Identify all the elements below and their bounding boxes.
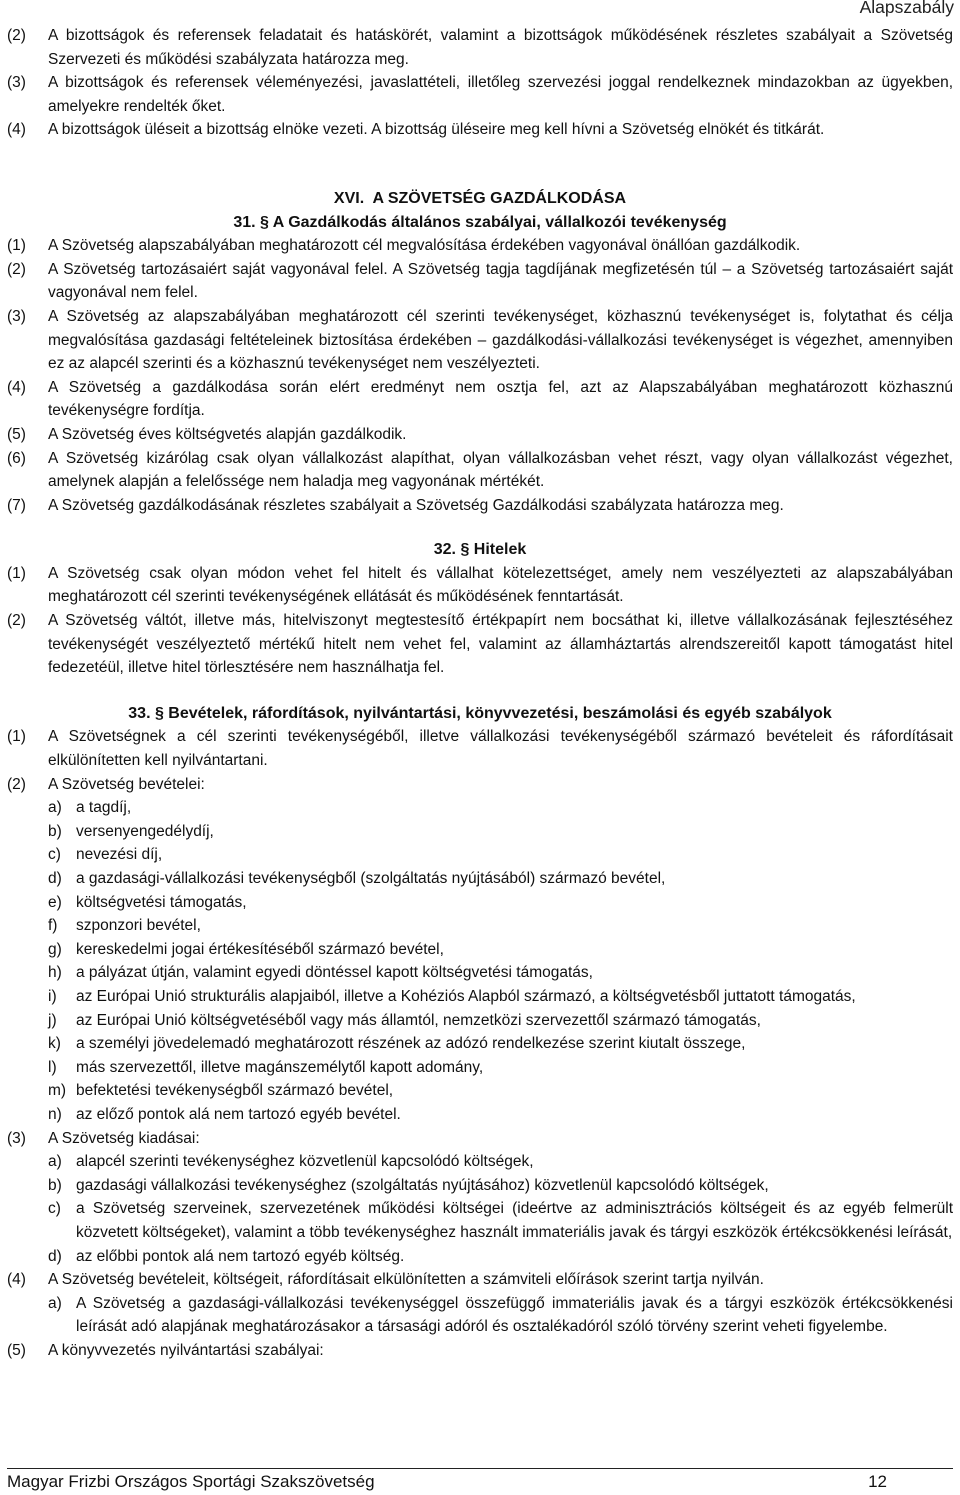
item-text: a gazdasági-vállalkozási tevékenységből (szolgáltatás nyújtásából) származó bevétel,	[76, 870, 666, 887]
item-letter: j)	[48, 1011, 57, 1029]
paragraph-number: (1)	[7, 728, 26, 746]
list-item	[7, 820, 953, 844]
list-item	[7, 796, 953, 820]
s32-paragraph-1	[7, 562, 953, 609]
item-letter: a)	[48, 1153, 62, 1171]
list-item	[7, 1103, 953, 1127]
section-33-title: 33. § Bevételek, ráfordítások, nyilvántartási, könyvvezetési, beszámolási és egyéb szabályok	[128, 704, 832, 722]
item-text: gazdasági vállalkozási tevékenységhez (szolgáltatás nyújtásához) közvetlenül kapcsolódó költségek,	[76, 1176, 769, 1194]
item-letter: g)	[48, 940, 62, 958]
s31-paragraph-6	[7, 447, 953, 494]
paragraph-text: A Szövetség tartozásaiért saját vagyonával felel. A Szövetség tagja tagdíjának megfizetésén túl – a Szövetség tartozásaiért saját vagyonával nem felel.	[48, 260, 953, 302]
paragraph-number: (3)	[7, 74, 26, 92]
paragraph-number: (1)	[7, 237, 26, 255]
paragraph-text: A Szövetség bevételeit, költségeit, ráfordításait elkülönítetten a számviteli előírások szerint tartja nyilván.	[48, 1271, 764, 1289]
list-item	[7, 1150, 953, 1174]
list-item	[7, 961, 953, 985]
paragraph-number: (4)	[7, 1271, 26, 1289]
s31-paragraph-4	[7, 376, 953, 423]
item-text: költségvetési támogatás,	[76, 893, 247, 911]
list-item	[7, 1174, 953, 1198]
paragraph-number: (6)	[7, 449, 26, 467]
s33-paragraph-1	[7, 725, 953, 772]
paragraph-text: A bizottságok és referensek feladatait és hatáskörét, valamint a bizottságok működésének részletes szabályait a Szövetség Szervezeti és működési szabályzata határozza meg.	[48, 27, 953, 68]
item-letter: k)	[48, 1035, 61, 1053]
item-text: a pályázat útján, valamint egyedi döntéssel kapott költségvetési támogatás,	[76, 964, 593, 982]
page-footer	[7, 1468, 953, 1495]
item-text: A Szövetség a gazdasági-vállalkozási tevékenységgel összefüggő immateriális javak és a tárgyi eszközök értékcsökkenési leírását adó alapjának meghatározásakor a társasági adóról és osztalékadóról szóló törvény szerint veheti figyelembe.	[76, 1294, 953, 1336]
s31-paragraph-1	[7, 234, 953, 258]
item-letter: e)	[48, 893, 62, 911]
list-item	[7, 1245, 953, 1269]
paragraph-text: A Szövetség az alapszabályában meghatározott cél szerinti tevékenységet, közhasznú tevékenységet is, folytathat és célja megvalósítása gazdasági feltételeinek biztosítása érdekében – gazdálkodási-vállalkozási tevékenységet is végezhet, amennyiben ez az alapcél szerinti és a közhasznú tevékenységet nem veszélyezteti.	[48, 307, 953, 373]
paragraph-top-3	[7, 71, 953, 118]
paragraph-number: (3)	[7, 307, 26, 325]
item-letter: h)	[48, 964, 62, 982]
s31-paragraph-7	[7, 494, 953, 518]
item-text: a személyi jövedelemadó meghatározott részének az adózó rendelkezése szerint kiutalt összege,	[76, 1035, 746, 1053]
s31-paragraph-2	[7, 258, 953, 305]
paragraph-number: (1)	[7, 564, 26, 582]
item-text: az Európai Unió strukturális alapjaiból, illetve a Kohéziós Alapból származó, a költségvetésből juttatott támogatás,	[76, 987, 856, 1005]
list-item	[7, 1032, 953, 1056]
list-item	[7, 891, 953, 915]
item-text: más szervezettől, illetve magánszemélytől kapott adomány,	[76, 1058, 484, 1076]
section-31-title: 31. § A Gazdálkodás általános szabályai, vállalkozói tevékenység	[233, 213, 727, 231]
paragraph-text: A Szövetség bevételei:	[48, 775, 205, 793]
item-text: az előbbi pontok alá nem tartozó egyéb költség.	[76, 1247, 405, 1265]
list-item	[7, 914, 953, 938]
paragraph-text: A Szövetség váltót, illetve más, hitelviszonyt megtestesítő értékpapírt nem bocsáthat ki, illetve vállalkozásának fejlesztéséhez tevékenységét veszélyeztető mértékű hitelt nem vehet fel, valamint az államháztartás alrendszereitől kapott támogatást hitel fedezetéül, illetve hitel törlesztésére nem használhatja fel.	[48, 612, 953, 677]
list-item	[7, 867, 953, 891]
s31-paragraph-5	[7, 423, 953, 447]
item-letter: b)	[48, 1176, 62, 1194]
s32-paragraph-2	[7, 609, 953, 680]
item-text: a Szövetség szerveinek, szervezetének működési költségei (ideértve az adminisztrációs költségeit és az egyéb felmerült közvetett költségeket), valamint a több tevékenységhez használt immateriális javak és tárgyi eszközök értékcsökkenési leírását,	[76, 1200, 953, 1241]
item-letter: l)	[48, 1058, 57, 1076]
paragraph-text: A könyvvezetés nyilvántartási szabályai:	[48, 1341, 324, 1359]
paragraph-number: (2)	[7, 612, 26, 630]
s31-paragraph-3	[7, 305, 953, 376]
paragraph-text: A Szövetség csak olyan módon vehet fel hitelt és vállalhat kötelezettséget, amely nem veszélyezteti az alapszabályában meghatározott cél szerinti tevékenységének ellátását és működésének fenntartását.	[48, 564, 953, 606]
item-text: befektetési tevékenységből származó bevétel,	[76, 1082, 394, 1100]
page-number: 12	[868, 1472, 887, 1491]
footer-organization: Magyar Frizbi Országos Sportági Szakszövetség	[7, 1472, 375, 1491]
item-letter: b)	[48, 822, 62, 840]
item-letter: d)	[48, 870, 62, 887]
paragraph-text: A Szövetség alapszabályában meghatározott cél megvalósítása érdekében vagyonával önállóan gazdálkodik.	[48, 237, 801, 255]
list-item	[7, 1009, 953, 1033]
item-letter: i)	[48, 987, 57, 1005]
list-item	[7, 1292, 953, 1339]
paragraph-text: A Szövetség gazdálkodásának részletes szabályait a Szövetség Gazdálkodási szabályzata határozza meg.	[48, 496, 784, 514]
paragraph-number: (7)	[7, 496, 26, 514]
paragraph-text: A Szövetség kiadásai:	[48, 1129, 200, 1147]
paragraph-number: (2)	[7, 27, 26, 44]
header-title: Alapszabály	[859, 0, 954, 17]
item-letter: c)	[48, 1200, 61, 1218]
paragraph-text: A Szövetség éves költségvetés alapján gazdálkodik.	[48, 425, 407, 443]
document-body	[7, 24, 953, 1362]
paragraph-number: (5)	[7, 425, 26, 443]
s33-paragraph-5	[7, 1339, 953, 1363]
list-item	[7, 985, 953, 1009]
paragraph-number: (2)	[7, 260, 26, 278]
list-item	[7, 843, 953, 867]
list-item	[7, 938, 953, 962]
item-text: nevezési díj,	[76, 846, 163, 864]
item-text: szponzori bevétel,	[76, 917, 201, 935]
item-text: versenyengedélydíj,	[76, 822, 214, 840]
item-letter: a)	[48, 1294, 62, 1312]
list-item	[7, 1079, 953, 1103]
paragraph-text: A Szövetség kizárólag csak olyan vállalkozást alapíthat, olyan vállalkozásban vehet részt, vagy olyan vállalkozást végezhet, amelynek alapján a felelőssége nem haladja meg vagyonának mértékét.	[48, 449, 953, 491]
item-letter: f)	[48, 917, 58, 935]
item-letter: c)	[48, 846, 61, 864]
paragraph-number: (3)	[7, 1129, 26, 1147]
s33-paragraph-2	[7, 773, 953, 797]
paragraph-top-4	[7, 118, 953, 142]
paragraph-number: (4)	[7, 121, 26, 139]
paragraph-text: A bizottságok és referensek véleményezési, javaslattételi, illetőleg szervezési joggal rendelkeznek mindazokban az ügyekben, amelyekre rendelték őket.	[48, 74, 953, 115]
item-letter: n)	[48, 1105, 62, 1123]
item-letter: a)	[48, 799, 62, 817]
item-text: az Európai Unió költségvetéséből vagy más államtól, nemzetközi szervezettől származó támogatás,	[76, 1011, 761, 1029]
paragraph-text: A Szövetségnek a cél szerinti tevékenységéből, illetve vállalkozási tevékenységéből származó bevételeit és ráfordításait elkülönítetten kell nyilvántartani.	[48, 728, 953, 770]
item-letter: m)	[48, 1082, 67, 1100]
paragraph-number: (4)	[7, 378, 26, 396]
item-text: kereskedelmi jogai értékesítéséből származó bevétel,	[76, 940, 444, 958]
item-letter: d)	[48, 1247, 62, 1265]
item-text: alapcél szerinti tevékenységhez közvetlenül kapcsolódó költségek,	[76, 1153, 534, 1171]
item-text: a tagdíj,	[76, 799, 132, 817]
paragraph-number: (5)	[7, 1341, 26, 1359]
paragraph-text: A bizottságok üléseit a bizottság elnöke vezeti. A bizottság üléseire meg kell hívni a Szövetség elnökét és titkárát.	[48, 121, 825, 139]
section-32-title: 32. § Hitelek	[433, 541, 527, 559]
paragraph-number: (2)	[7, 775, 26, 793]
item-text: az előző pontok alá nem tartozó egyéb bevétel.	[76, 1105, 401, 1123]
list-item	[7, 1056, 953, 1080]
paragraph-top-2	[7, 24, 953, 71]
list-item	[7, 1197, 953, 1244]
s33-paragraph-3	[7, 1127, 953, 1151]
s33-paragraph-4	[7, 1268, 953, 1292]
chapter-title: XVI. A SZÖVETSÉG GAZDÁLKODÁSA	[333, 189, 627, 207]
paragraph-text: A Szövetség a gazdálkodása során elért eredményt nem osztja fel, azt az Alapszabályában meghatározott közhasznú tevékenységre fordítja.	[48, 378, 953, 420]
